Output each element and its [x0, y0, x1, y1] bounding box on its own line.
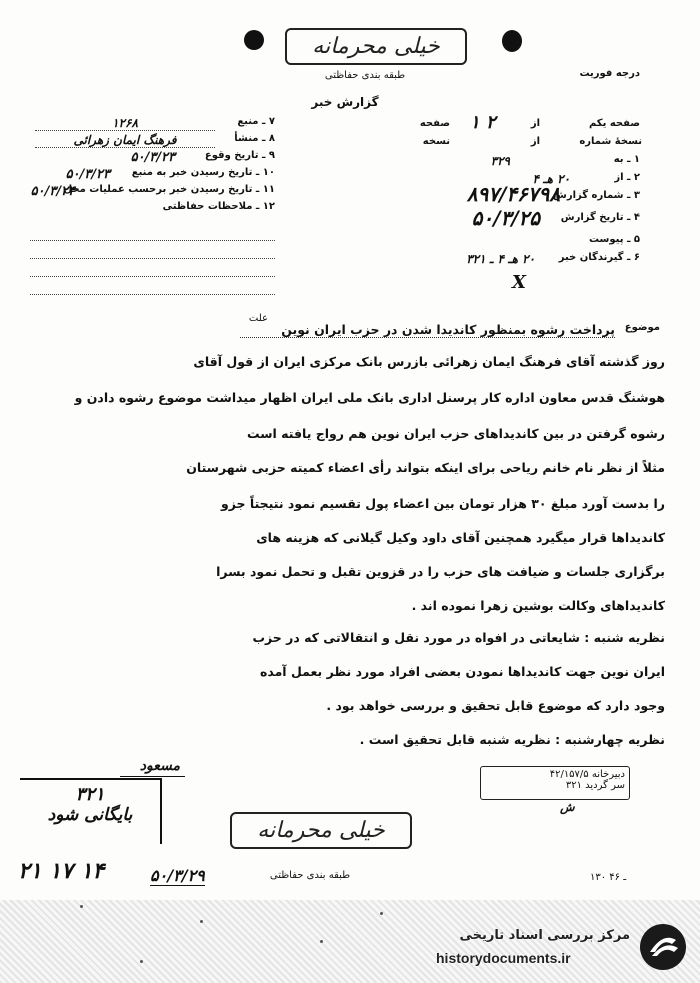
- classification-stamp-bottom: خیلی محرمانه: [230, 812, 412, 849]
- received-side: ش: [560, 800, 575, 814]
- field-value: ۵۰/۳/۲۳: [65, 167, 110, 182]
- copy-word: نسخه: [422, 136, 450, 147]
- archive-text: بایگانی شود: [47, 805, 133, 825]
- field-value: ۵۰/۳/۲۴: [30, 184, 75, 199]
- field-label: ۳ ـ شماره گزارش: [553, 190, 640, 201]
- field-row: [30, 133, 275, 151]
- field-row: [30, 150, 275, 168]
- archive-number: ۳۲۱: [75, 784, 105, 805]
- body-line: را بدست آورد مبلغ ۳۰ هزار تومان بین اعضاء پول تقسیم نمود نتیجتاً جزو: [220, 496, 665, 511]
- body-line: کاندیداهای وکالت بوشین زهرا نموده اند .: [411, 598, 665, 613]
- field-label: ۶ ـ گیرندگان خبر: [558, 252, 640, 263]
- handwritten-date: ۵۰/۳/۲۹: [150, 866, 205, 885]
- subject-side-label: علت: [248, 313, 268, 324]
- field-label: ۱۱ ـ تاریخ رسیدن خبر برحسب عملیات محل: [63, 184, 275, 195]
- field-label: ۱ ـ به: [613, 154, 640, 165]
- note-line: نظریه شنبه : شایعاتی در افواه در مورد نقل و انتقالاتی که در حزب: [252, 630, 665, 645]
- page-word: صفحه: [419, 118, 450, 129]
- page-label: صفحه یکم: [588, 118, 640, 129]
- scan-speck: [200, 920, 203, 923]
- page-handwriting: ۱ ۲: [470, 112, 496, 133]
- subject-text: پرداخت رشوه بمنظور کاندیدا شدن در حزب ایران نوین: [240, 322, 615, 338]
- scan-speck: [80, 905, 83, 908]
- classification-stamp-top: خیلی محرمانه: [285, 28, 467, 65]
- archive-box: [20, 778, 162, 844]
- watermark-logo-icon: [638, 922, 688, 972]
- field-label: ۱۰ ـ تاریخ رسیدن خبر به منبع: [131, 167, 275, 178]
- priority-label: درجه فوریت: [579, 68, 640, 79]
- watermark-url: historydocuments.ir: [436, 950, 571, 966]
- body-line: روز گذشته آقای فرهنگ ایمان زهرائی بازرس بانک مرکزی ایران از قول آقای: [193, 354, 665, 369]
- field-label: ۲ ـ از: [614, 172, 640, 183]
- classification-caption-bottom: طبقه بندی حفاظتی: [269, 870, 351, 881]
- field-row: [30, 184, 275, 202]
- field-value: ۳۲۹: [490, 154, 510, 168]
- field-label: ۸ ـ منشأ: [234, 133, 275, 144]
- field-value: ۵۰/۳/۲۳: [130, 150, 175, 165]
- note-line: نظریه چهارشنبه : نظریه شنبه قابل تحقیق است .: [359, 732, 665, 747]
- note-line: ایران نوین جهت کاندیداها نمودن بعضی افراد مورد نظر بعمل آمده: [259, 664, 665, 679]
- handwritten-x-mark: X: [512, 272, 526, 293]
- field-value: ۲۰ هـ ۴: [532, 172, 570, 186]
- field-value: فرهنگ ایمان زهرائی: [35, 133, 215, 148]
- signature-label: مسعود: [139, 758, 180, 774]
- scan-speck: [380, 912, 383, 915]
- received-line: دبیرخانه ۴۲/۱۵۷/۵: [549, 769, 625, 780]
- body-line: کاندیداها قرار میگیرد همچنین آقای داود وکیل گیلانی که هزینه های: [256, 530, 665, 545]
- copy-label: نسخهٔ شماره: [579, 136, 642, 147]
- received-line: سر گردید ۳۲۱: [565, 780, 625, 791]
- field-value: ۱۲۶۸: [35, 116, 215, 131]
- field-row: [30, 167, 275, 185]
- field-row: [400, 252, 640, 272]
- copy-from: از: [530, 136, 540, 147]
- field-value: ۲۰ هـ ۴ ـ ۳۲۱: [466, 252, 535, 266]
- scan-speck: [140, 960, 143, 963]
- field-label: ۹ ـ تاریخ وقوع: [204, 150, 275, 161]
- field-value: ۵۰/۳/۲۵: [471, 206, 540, 230]
- blank-line: [30, 240, 275, 241]
- field-row: [400, 234, 640, 254]
- form-code: ۱۳۰ ـ ۴۶: [590, 872, 627, 883]
- subject-label: موضوع: [624, 322, 660, 333]
- received-stamp: [480, 766, 630, 800]
- field-row: [30, 201, 275, 219]
- field-label: ۱۲ ـ ملاحظات حفاظتی: [162, 201, 275, 212]
- hole-punch-mark: [502, 30, 522, 52]
- field-label: ۷ ـ منبع: [237, 116, 275, 127]
- classification-caption-top: طبقه بندی حفاظتی: [324, 70, 406, 81]
- note-line: وجود دارد که موضوع قابل تحقیق و بررسی خواهد بود .: [326, 698, 665, 713]
- field-row: [400, 206, 640, 236]
- field-value: ۸۹۷/۴۶۷۹۸: [466, 182, 560, 206]
- report-title: گزارش خبر: [311, 95, 379, 109]
- field-row: [30, 116, 275, 134]
- hole-punch-mark: [244, 30, 264, 50]
- scan-speck: [320, 940, 323, 943]
- blank-line: [30, 258, 275, 259]
- page-from: از: [530, 118, 540, 129]
- blank-line: [30, 276, 275, 277]
- body-line: برگزاری جلسات و ضیافت های حزب را در قزوین تقبل و تحمل نمود بسرا: [216, 564, 665, 579]
- body-line: مثلاً از نظر نام خانم ریاحی برای اینکه بتواند رأی اعضاء کمیته حزبی شهرستان: [186, 460, 665, 475]
- bottom-numbers: ۲۱ ۱۷ ۱۴: [18, 858, 105, 884]
- body-line: رشوه گرفتن در بین کاندیداهای حزب ایران نوین هم رواج یافته است: [246, 426, 665, 441]
- field-row: [400, 154, 640, 174]
- field-label: ۵ ـ پیوست: [588, 234, 640, 245]
- blank-line: [30, 294, 275, 295]
- signature-underline: [120, 776, 185, 777]
- field-label: ۴ ـ تاریخ گزارش: [560, 212, 640, 223]
- watermark-org: مرکز بررسی اسناد تاریخی: [459, 928, 630, 943]
- body-line: هوشنگ قدس معاون اداره کار پرسنل اداری بانک ملی ایران اظهار میداشت موضوع رشوه دادن و: [74, 390, 665, 405]
